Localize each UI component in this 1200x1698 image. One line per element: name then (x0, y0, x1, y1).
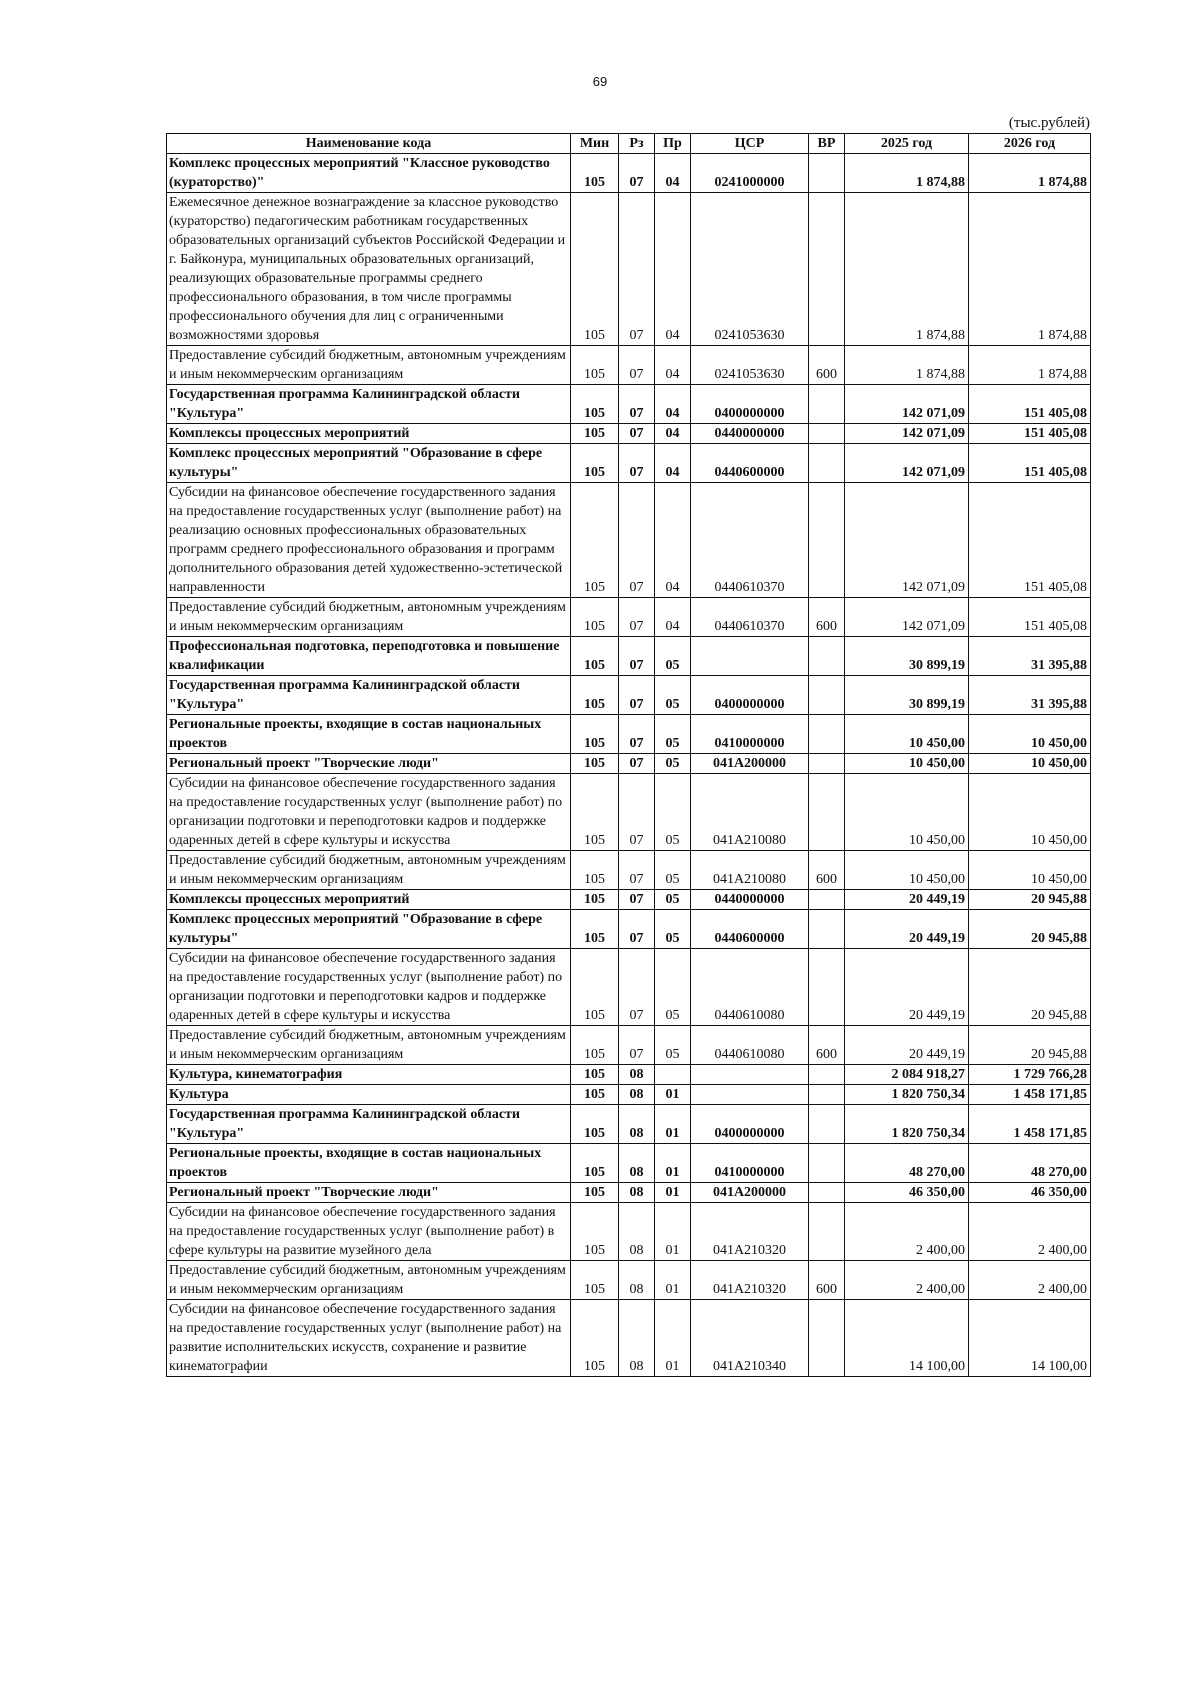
cell-2025: 48 270,00 (845, 1144, 969, 1183)
cell-pr: 05 (655, 1026, 691, 1065)
cell-2025: 1 820 750,34 (845, 1105, 969, 1144)
cell-rz: 07 (619, 715, 655, 754)
cell-vr (809, 774, 845, 851)
cell-min: 105 (571, 851, 619, 890)
column-header-name: Наименование кода (167, 134, 571, 154)
cell-2026: 31 395,88 (969, 676, 1091, 715)
cell-csr: 041A200000 (691, 754, 809, 774)
cell-rz: 08 (619, 1261, 655, 1300)
cell-pr: 05 (655, 949, 691, 1026)
cell-2025: 10 450,00 (845, 774, 969, 851)
cell-pr: 04 (655, 444, 691, 483)
cell-rz: 07 (619, 598, 655, 637)
cell-min: 105 (571, 890, 619, 910)
cell-rz: 07 (619, 483, 655, 598)
cell-name: Комплекс процессных мероприятий "Классное руководство (кураторство)" (167, 154, 571, 193)
cell-2026: 1 458 171,85 (969, 1085, 1091, 1105)
cell-vr: 600 (809, 1261, 845, 1300)
cell-vr (809, 385, 845, 424)
cell-min: 105 (571, 424, 619, 444)
cell-csr: 0440610370 (691, 598, 809, 637)
table-row (167, 483, 1091, 598)
cell-2026: 31 395,88 (969, 637, 1091, 676)
cell-rz: 07 (619, 754, 655, 774)
cell-pr: 05 (655, 910, 691, 949)
cell-2026: 10 450,00 (969, 851, 1091, 890)
cell-csr: 0241000000 (691, 154, 809, 193)
cell-2026: 1 458 171,85 (969, 1105, 1091, 1144)
cell-min: 105 (571, 444, 619, 483)
cell-2025: 2 400,00 (845, 1261, 969, 1300)
cell-2025: 142 071,09 (845, 424, 969, 444)
cell-min: 105 (571, 1203, 619, 1261)
table-row (167, 1026, 1091, 1065)
cell-csr: 0440610080 (691, 1026, 809, 1065)
table-row (167, 385, 1091, 424)
cell-name: Субсидии на финансовое обеспечение государственного задания на предоставление государственных услуг (выполнение работ) по организации подготовки и переподготовки кадров и поддержке одаренных детей в сфере культуры и искусства (167, 774, 571, 851)
cell-min: 105 (571, 193, 619, 346)
cell-vr (809, 154, 845, 193)
cell-name: Профессиональная подготовка, переподготовка и повышение квалификации (167, 637, 571, 676)
cell-2025: 2 084 918,27 (845, 1065, 969, 1085)
cell-csr: 0241053630 (691, 193, 809, 346)
table-row (167, 1085, 1091, 1105)
table-row (167, 193, 1091, 346)
cell-2026: 1 874,88 (969, 193, 1091, 346)
cell-2025: 2 400,00 (845, 1203, 969, 1261)
cell-pr: 05 (655, 676, 691, 715)
cell-vr (809, 444, 845, 483)
cell-pr: 01 (655, 1203, 691, 1261)
cell-csr: 0440000000 (691, 890, 809, 910)
cell-2026: 14 100,00 (969, 1300, 1091, 1377)
cell-2026: 46 350,00 (969, 1183, 1091, 1203)
table-row (167, 1065, 1091, 1085)
table-row (167, 424, 1091, 444)
cell-name: Региональный проект "Творческие люди" (167, 1183, 571, 1203)
units-label: (тыс.рублей) (1008, 115, 1090, 131)
cell-2025: 142 071,09 (845, 598, 969, 637)
cell-vr (809, 890, 845, 910)
cell-2025: 142 071,09 (845, 483, 969, 598)
cell-pr: 05 (655, 774, 691, 851)
cell-name: Культура, кинематография (167, 1065, 571, 1085)
cell-csr: 041A210080 (691, 851, 809, 890)
page-number: 69 (592, 74, 608, 89)
cell-2026: 151 405,08 (969, 385, 1091, 424)
cell-name: Комплекс процессных мероприятий "Образование в сфере культуры" (167, 910, 571, 949)
header-row (167, 134, 1091, 154)
cell-pr: 04 (655, 424, 691, 444)
cell-2025: 46 350,00 (845, 1183, 969, 1203)
cell-2025: 1 874,88 (845, 193, 969, 346)
cell-csr: 0440610080 (691, 949, 809, 1026)
cell-name: Ежемесячное денежное вознаграждение за классное руководство (кураторство) педагогическим работникам государственных образовательных организаций субъектов Российской Федерации и г. Байконура, муниципальных образовательных организаций, реализующих образовательные программы среднего профессионального образования, в том числе программы профессионального обучения для лиц с ограниченными возможностями здоровья (167, 193, 571, 346)
cell-min: 105 (571, 1144, 619, 1183)
cell-pr: 01 (655, 1300, 691, 1377)
cell-2025: 1 874,88 (845, 154, 969, 193)
cell-rz: 07 (619, 424, 655, 444)
cell-2025: 10 450,00 (845, 715, 969, 754)
cell-csr: 0440600000 (691, 910, 809, 949)
column-header-rz: Рз (619, 134, 655, 154)
cell-name: Комплексы процессных мероприятий (167, 424, 571, 444)
cell-min: 105 (571, 385, 619, 424)
cell-rz: 08 (619, 1183, 655, 1203)
cell-csr: 0400000000 (691, 1105, 809, 1144)
cell-2025: 1 820 750,34 (845, 1085, 969, 1105)
cell-rz: 07 (619, 444, 655, 483)
cell-pr: 05 (655, 754, 691, 774)
cell-2026: 10 450,00 (969, 715, 1091, 754)
table-row (167, 774, 1091, 851)
cell-rz: 07 (619, 637, 655, 676)
cell-csr (691, 1085, 809, 1105)
cell-csr: 041A210320 (691, 1261, 809, 1300)
cell-name: Комплекс процессных мероприятий "Образование в сфере культуры" (167, 444, 571, 483)
table-row (167, 1144, 1091, 1183)
cell-csr: 0440600000 (691, 444, 809, 483)
column-header-pr: Пр (655, 134, 691, 154)
cell-pr: 04 (655, 193, 691, 346)
table-row (167, 1105, 1091, 1144)
cell-2026: 151 405,08 (969, 598, 1091, 637)
cell-vr (809, 1065, 845, 1085)
cell-min: 105 (571, 154, 619, 193)
cell-vr (809, 1144, 845, 1183)
cell-rz: 07 (619, 949, 655, 1026)
cell-vr (809, 949, 845, 1026)
cell-vr (809, 1300, 845, 1377)
cell-min: 105 (571, 1261, 619, 1300)
cell-pr: 01 (655, 1261, 691, 1300)
cell-2026: 20 945,88 (969, 949, 1091, 1026)
cell-csr: 0410000000 (691, 1144, 809, 1183)
cell-min: 105 (571, 910, 619, 949)
cell-name: Субсидии на финансовое обеспечение государственного задания на предоставление государственных услуг (выполнение работ) на реализацию основных профессиональных образовательных программ среднего профессионального образования и программ дополнительного образования детей художественно-эстетической направленности (167, 483, 571, 598)
cell-2026: 151 405,08 (969, 444, 1091, 483)
cell-min: 105 (571, 774, 619, 851)
cell-name: Субсидии на финансовое обеспечение государственного задания на предоставление государственных услуг (выполнение работ) на развитие исполнительских искусств, сохранение и развитие кинематографии (167, 1300, 571, 1377)
cell-csr: 0400000000 (691, 676, 809, 715)
cell-pr: 01 (655, 1183, 691, 1203)
cell-name: Государственная программа Калининградской области "Культура" (167, 676, 571, 715)
cell-vr (809, 754, 845, 774)
cell-2025: 30 899,19 (845, 637, 969, 676)
cell-rz: 07 (619, 890, 655, 910)
table-row (167, 1261, 1091, 1300)
column-header-2026: 2026 год (969, 134, 1091, 154)
table-body (167, 154, 1091, 1377)
cell-name: Культура (167, 1085, 571, 1105)
cell-2026: 2 400,00 (969, 1203, 1091, 1261)
cell-rz: 07 (619, 193, 655, 346)
cell-2026: 151 405,08 (969, 483, 1091, 598)
cell-rz: 08 (619, 1105, 655, 1144)
cell-pr: 01 (655, 1105, 691, 1144)
table-row (167, 444, 1091, 483)
cell-csr (691, 1065, 809, 1085)
cell-vr (809, 910, 845, 949)
cell-name: Государственная программа Калининградской области "Культура" (167, 385, 571, 424)
cell-pr: 05 (655, 890, 691, 910)
cell-pr: 05 (655, 637, 691, 676)
cell-vr (809, 1203, 845, 1261)
cell-vr (809, 715, 845, 754)
cell-csr: 041A200000 (691, 1183, 809, 1203)
cell-2026: 10 450,00 (969, 754, 1091, 774)
cell-min: 105 (571, 346, 619, 385)
cell-2026: 20 945,88 (969, 910, 1091, 949)
cell-2025: 20 449,19 (845, 949, 969, 1026)
cell-pr: 04 (655, 154, 691, 193)
cell-min: 105 (571, 1026, 619, 1065)
cell-rz: 08 (619, 1065, 655, 1085)
cell-vr (809, 676, 845, 715)
cell-name: Государственная программа Калининградской области "Культура" (167, 1105, 571, 1144)
cell-csr: 041A210080 (691, 774, 809, 851)
cell-vr (809, 193, 845, 346)
cell-name: Предоставление субсидий бюджетным, автономным учреждениям и иным некоммерческим организациям (167, 598, 571, 637)
cell-2025: 1 874,88 (845, 346, 969, 385)
cell-2025: 10 450,00 (845, 754, 969, 774)
cell-2026: 151 405,08 (969, 424, 1091, 444)
cell-name: Региональный проект "Творческие люди" (167, 754, 571, 774)
cell-min: 105 (571, 1300, 619, 1377)
cell-name: Предоставление субсидий бюджетным, автономным учреждениям и иным некоммерческим организациям (167, 346, 571, 385)
column-header-csr: ЦСР (691, 134, 809, 154)
cell-2025: 20 449,19 (845, 1026, 969, 1065)
table-row (167, 890, 1091, 910)
cell-rz: 07 (619, 385, 655, 424)
cell-vr (809, 1183, 845, 1203)
cell-vr (809, 424, 845, 444)
cell-2025: 142 071,09 (845, 385, 969, 424)
cell-csr: 0440000000 (691, 424, 809, 444)
cell-2025: 142 071,09 (845, 444, 969, 483)
cell-rz: 08 (619, 1203, 655, 1261)
budget-table (166, 133, 1091, 1377)
cell-min: 105 (571, 598, 619, 637)
cell-2026: 1 729 766,28 (969, 1065, 1091, 1085)
cell-pr: 01 (655, 1085, 691, 1105)
cell-pr: 04 (655, 483, 691, 598)
column-header-vr: ВР (809, 134, 845, 154)
cell-csr: 0400000000 (691, 385, 809, 424)
cell-min: 105 (571, 1105, 619, 1144)
cell-min: 105 (571, 1065, 619, 1085)
cell-rz: 07 (619, 910, 655, 949)
cell-name: Региональные проекты, входящие в состав национальных проектов (167, 715, 571, 754)
table-row (167, 637, 1091, 676)
cell-pr: 04 (655, 385, 691, 424)
cell-rz: 07 (619, 774, 655, 851)
cell-min: 105 (571, 676, 619, 715)
cell-csr: 0440610370 (691, 483, 809, 598)
cell-rz: 07 (619, 154, 655, 193)
table-row (167, 754, 1091, 774)
cell-rz: 07 (619, 851, 655, 890)
cell-min: 105 (571, 754, 619, 774)
cell-pr: 05 (655, 851, 691, 890)
cell-2026: 20 945,88 (969, 1026, 1091, 1065)
cell-vr (809, 637, 845, 676)
cell-rz: 07 (619, 346, 655, 385)
cell-pr: 05 (655, 715, 691, 754)
cell-name: Региональные проекты, входящие в состав национальных проектов (167, 1144, 571, 1183)
cell-rz: 08 (619, 1300, 655, 1377)
table-row (167, 1183, 1091, 1203)
cell-2026: 1 874,88 (969, 346, 1091, 385)
cell-name: Предоставление субсидий бюджетным, автономным учреждениям и иным некоммерческим организациям (167, 1026, 571, 1065)
cell-csr: 041A210320 (691, 1203, 809, 1261)
cell-csr: 041A210340 (691, 1300, 809, 1377)
cell-min: 105 (571, 715, 619, 754)
cell-vr: 600 (809, 598, 845, 637)
table-row (167, 1203, 1091, 1261)
cell-2026: 48 270,00 (969, 1144, 1091, 1183)
table-row (167, 676, 1091, 715)
cell-2025: 20 449,19 (845, 890, 969, 910)
table-row (167, 910, 1091, 949)
cell-name: Предоставление субсидий бюджетным, автономным учреждениям и иным некоммерческим организациям (167, 851, 571, 890)
table-row (167, 949, 1091, 1026)
cell-rz: 08 (619, 1085, 655, 1105)
table-row (167, 851, 1091, 890)
cell-csr (691, 637, 809, 676)
table-row (167, 346, 1091, 385)
cell-pr: 04 (655, 346, 691, 385)
cell-name: Комплексы процессных мероприятий (167, 890, 571, 910)
cell-2026: 2 400,00 (969, 1261, 1091, 1300)
cell-name: Субсидии на финансовое обеспечение государственного задания на предоставление государственных услуг (выполнение работ) по организации подготовки и переподготовки кадров и поддержке одаренных детей в сфере культуры и искусства (167, 949, 571, 1026)
cell-name: Субсидии на финансовое обеспечение государственного задания на предоставление государственных услуг (выполнение работ) в сфере культуры на развитие музейного дела (167, 1203, 571, 1261)
cell-2025: 30 899,19 (845, 676, 969, 715)
cell-2026: 10 450,00 (969, 774, 1091, 851)
cell-2026: 1 874,88 (969, 154, 1091, 193)
table-row (167, 598, 1091, 637)
cell-vr (809, 483, 845, 598)
cell-min: 105 (571, 1183, 619, 1203)
cell-csr: 0410000000 (691, 715, 809, 754)
cell-name: Предоставление субсидий бюджетным, автономным учреждениям и иным некоммерческим организациям (167, 1261, 571, 1300)
cell-vr: 600 (809, 851, 845, 890)
cell-min: 105 (571, 637, 619, 676)
column-header-min: Мин (571, 134, 619, 154)
cell-vr: 600 (809, 346, 845, 385)
cell-min: 105 (571, 483, 619, 598)
cell-pr: 01 (655, 1144, 691, 1183)
cell-rz: 07 (619, 1026, 655, 1065)
cell-rz: 08 (619, 1144, 655, 1183)
cell-2025: 10 450,00 (845, 851, 969, 890)
cell-vr (809, 1105, 845, 1144)
cell-pr: 04 (655, 598, 691, 637)
cell-csr: 0241053630 (691, 346, 809, 385)
cell-vr: 600 (809, 1026, 845, 1065)
cell-vr (809, 1085, 845, 1105)
cell-pr (655, 1065, 691, 1085)
cell-rz: 07 (619, 676, 655, 715)
cell-2025: 14 100,00 (845, 1300, 969, 1377)
column-header-2025: 2025 год (845, 134, 969, 154)
cell-2026: 20 945,88 (969, 890, 1091, 910)
table-row (167, 715, 1091, 754)
cell-min: 105 (571, 949, 619, 1026)
cell-min: 105 (571, 1085, 619, 1105)
table-row (167, 154, 1091, 193)
cell-2025: 20 449,19 (845, 910, 969, 949)
table-row (167, 1300, 1091, 1377)
